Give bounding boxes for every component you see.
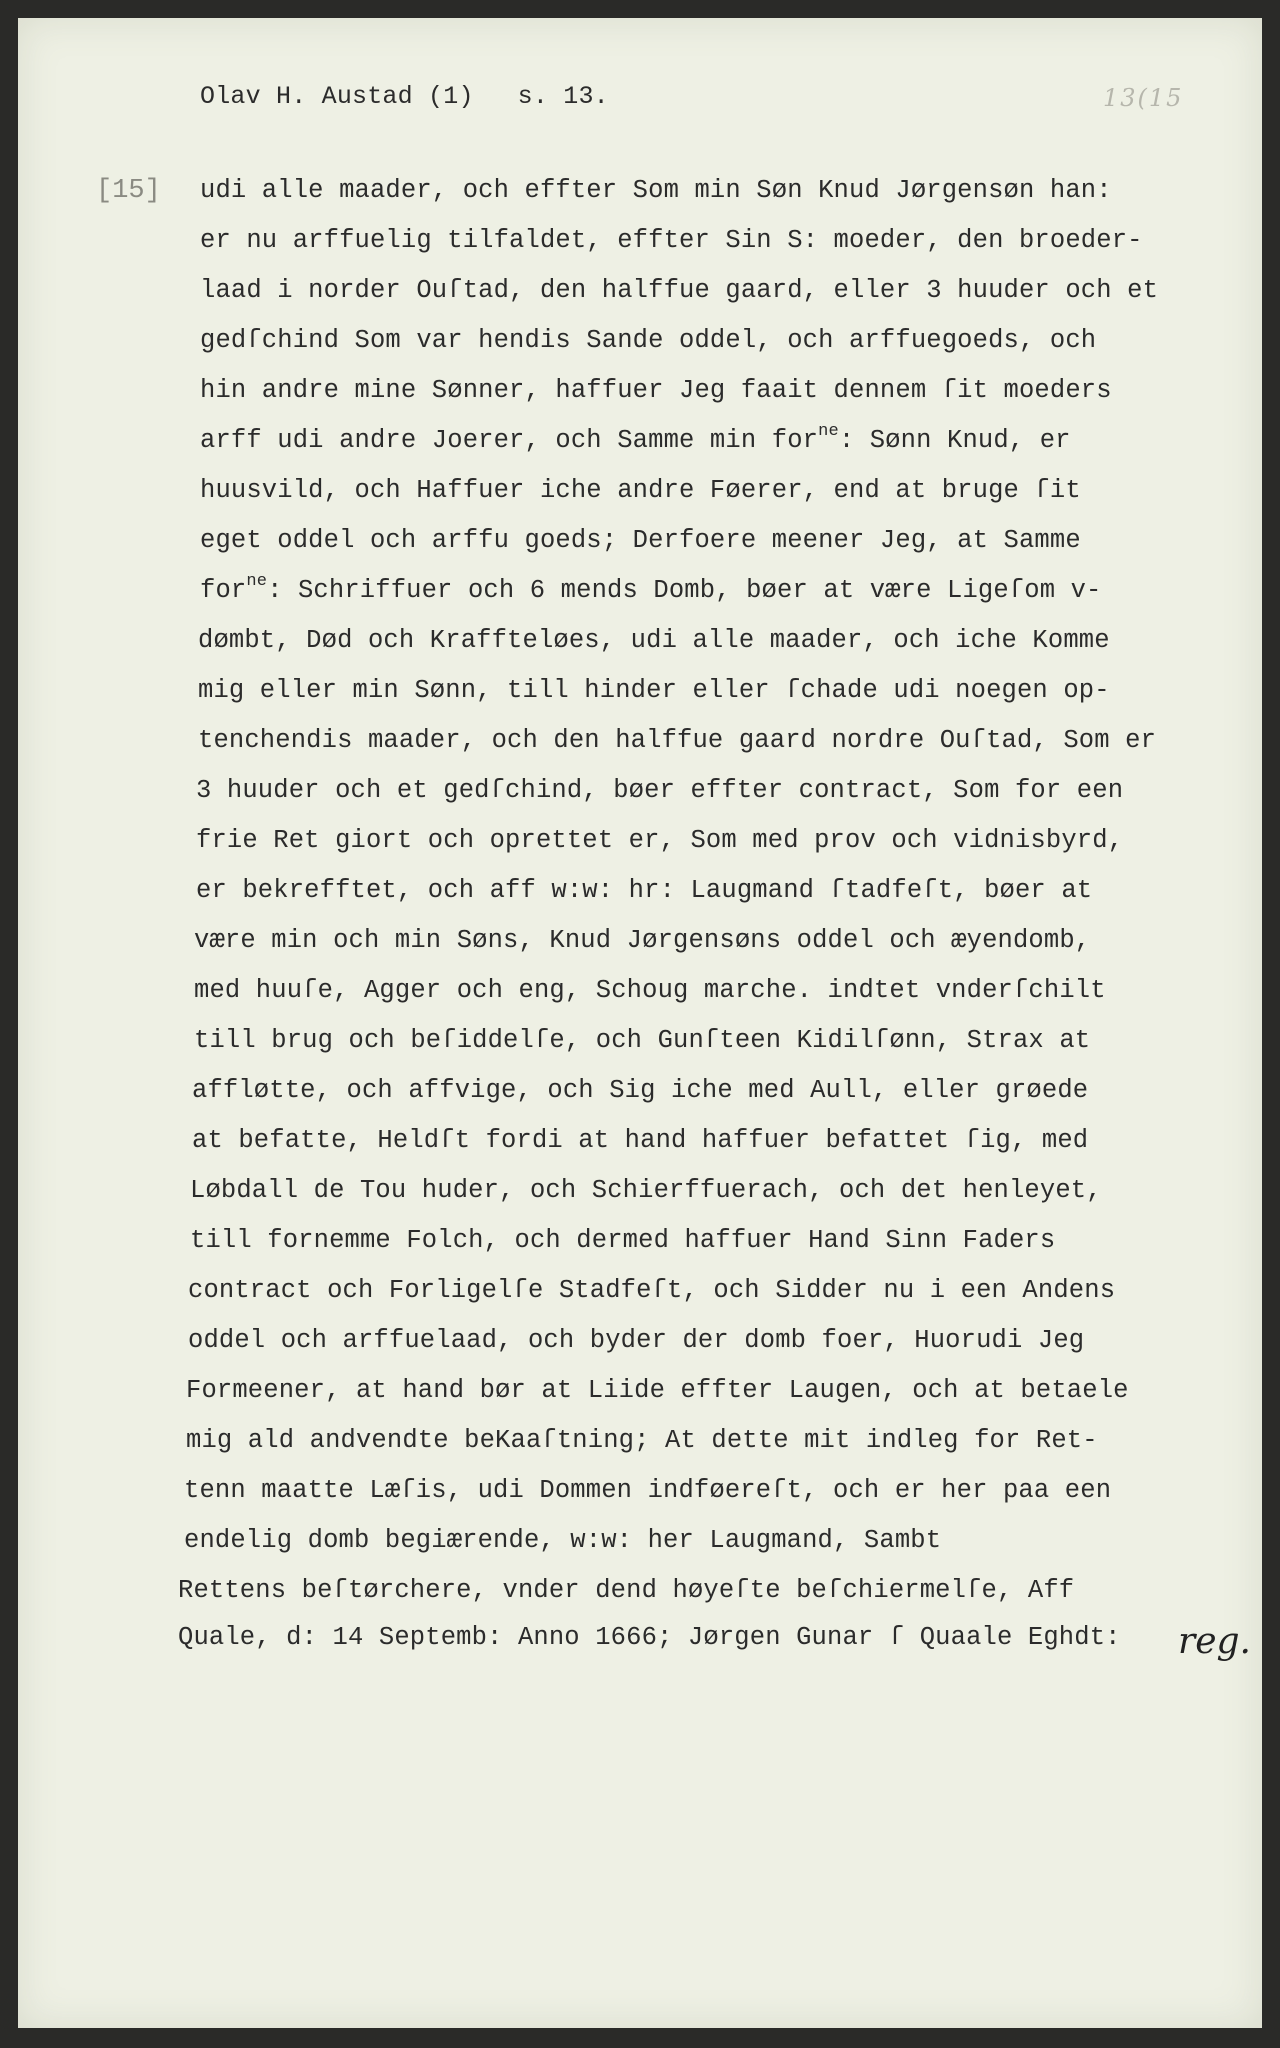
text-line-19: affløtte, och affvige, och Sig iche med Aull, eller grøede <box>192 1076 1089 1105</box>
text-line-30: Quale, d: 14 Septemb: Anno 1666; Jørgen Gunar ſ Quaale Eghdt: <box>178 1623 1121 1652</box>
text-line-29: Rettens beſtørchere, vnder dend høyeſte beſchiermelſe, Aff <box>178 1576 1075 1605</box>
text-line-14: frie Ret giort och oprettet er, Som med prov och vidnisbyrd, <box>196 826 1124 855</box>
text-line-1: udi alle maader, och effter Som min Søn Knud Jørgensøn han: <box>200 176 1112 205</box>
header-page-ref: s. 13. <box>517 82 609 111</box>
text-line-12: tenchendis maader, och den halffue gaard nordre Ouſtad, Som er <box>198 726 1157 755</box>
text-line-17: med huuſe, Agger och eng, Schoug marche. indtet vnderſchilt <box>194 976 1106 1005</box>
document-header <box>200 82 609 111</box>
text-line-22: till fornemme Folch, och dermed haffuer Hand Sinn Faders <box>190 1226 1056 1255</box>
text-line-3: laad i norder Ouſtad, den halffue gaard, eller 3 huuder och et <box>200 276 1159 305</box>
text-line-8: eget oddel och arffu goeds; Derfoere meener Jeg, at Samme <box>200 526 1081 555</box>
header-author: Olav H. Austad (1) <box>200 82 474 111</box>
text-line-28: endelig domb begiærende, w:w: her Laugmand, Sambt <box>184 1526 942 1555</box>
text-line-9-continuation: : Schriffuer och 6 mends Domb, bøer at være Ligeſom v- <box>267 576 1102 605</box>
text-line-5: hin andre mine Sønner, haffuer Jeg faait dennem ſit moeders <box>200 376 1112 405</box>
text-line-11: mig eller min Sønn, till hinder eller ſchade udi noegen op- <box>198 676 1110 705</box>
text-line-6-continuation: : Sønn Knud, er <box>838 426 1071 455</box>
handwritten-annotation: reg. <box>1178 1621 1252 1662</box>
text-line-25: Formeener, at hand bør at Liide effter Laugen, och at betaele <box>186 1376 1129 1405</box>
document-sheet <box>18 18 1262 2028</box>
text-line-21: Løbdall de Tou huder, och Schierffuerach, och det henleyet, <box>190 1176 1102 1205</box>
text-line-27: tenn maatte Læſis, udi Dommen indføereſt, och er her paa een <box>184 1476 1112 1505</box>
text-line-10: dømbt, Død och Kraffteløes, udi alle maader, och iche Komme <box>198 626 1110 655</box>
text-line-6-main: arff udi andre Joerer, och Samme min for <box>200 426 819 455</box>
text-line-26: mig ald andvendte beKaaſtning; At dette mit indleg for Ret- <box>186 1426 1098 1455</box>
text-line-9-main: for <box>200 576 247 605</box>
text-line-13: 3 huuder och et gedſchind, bøer effter contract, Som for een <box>196 776 1124 805</box>
text-line-24: oddel och arffuelaad, och byder der domb foer, Huorudi Jeg <box>188 1326 1085 1355</box>
text-line-15: er bekrefftet, och aff w:w: hr: Laugmand ſtadfeſt, bøer at <box>196 876 1093 905</box>
text-line-9-superscript: ne <box>246 572 268 591</box>
text-line-20: at befatte, Heldſt fordi at hand haffuer befattet ſig, med <box>192 1126 1089 1155</box>
text-line-2: er nu arffuelig tilfaldet, effter Sin S: moeder, den broeder- <box>200 226 1143 255</box>
text-line-4: gedſchind Som var hendis Sande oddel, och arffuegoeds, och <box>200 326 1097 355</box>
text-line-6-superscript: ne <box>818 422 839 441</box>
margin-page-mark: [15] <box>96 176 161 206</box>
text-line-18: till brug och beſiddelſe, och Gunſteen Kidilſønn, Strax at <box>194 1026 1091 1055</box>
handwritten-corner-number: 13(15 <box>1103 84 1184 112</box>
text-line-23: contract och Forligelſe Stadfeſt, och Sidder nu i een Andens <box>188 1276 1116 1305</box>
text-line-6 <box>200 422 1071 455</box>
text-line-9 <box>200 572 1102 605</box>
text-line-7: huusvild, och Haffuer iche andre Føerer, end at bruge ſit <box>200 476 1081 505</box>
text-line-16: være min och min Søns, Knud Jørgensøns oddel och æyendomb, <box>194 926 1091 955</box>
